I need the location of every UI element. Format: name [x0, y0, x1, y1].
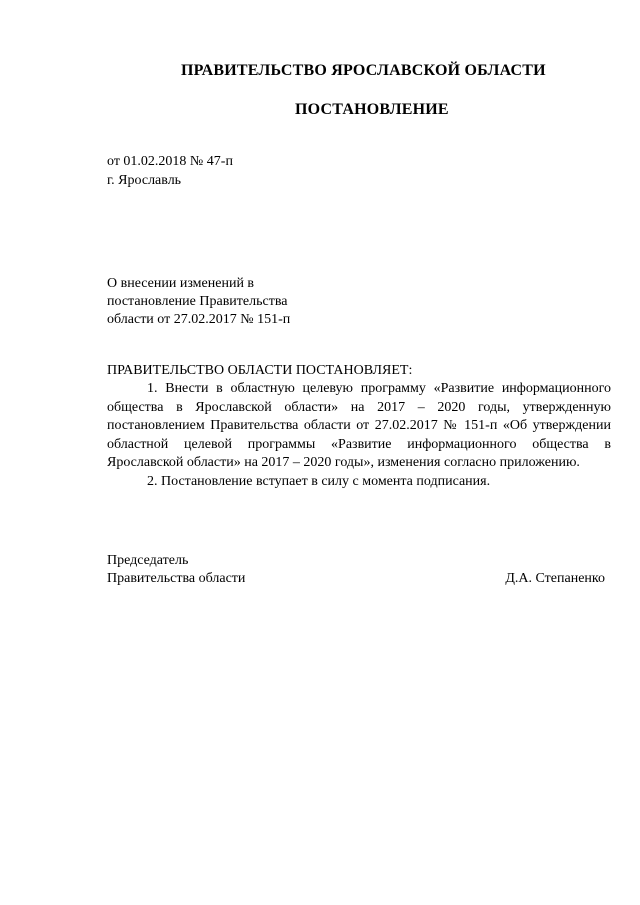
- decree-item-2: 2. Постановление вступает в силу с момента подписания.: [147, 473, 491, 489]
- date-number: от 01.02.2018 № 47-п: [107, 154, 233, 169]
- signatory-title-line-1: Председатель: [107, 553, 189, 568]
- decree-item-1: 1. Внести в областную целевую программу «Развитие информационного общества в Ярославской области» на 2017 – 2020 годы, утвержденную постановлением Правительства области от 27.02.2017 № 151-п «Об утверждении областной целевой программы «Развитие информационного общества в Ярославской области» на 2017 – 2020 годы», изменения согласно приложению.: [107, 381, 611, 470]
- subject-line-3: области от 27.02.2017 № 151-п: [107, 312, 291, 327]
- resolves-line: ПРАВИТЕЛЬСТВО ОБЛАСТИ ПОСТАНОВЛЯЕТ:: [107, 363, 413, 378]
- government-heading: ПРАВИТЕЛЬСТВО ЯРОСЛАВСКОЙ ОБЛАСТИ: [181, 62, 546, 79]
- document-type-heading: ПОСТАНОВЛЕНИЕ: [295, 101, 449, 118]
- subject-line-1: О внесении изменений в: [107, 276, 255, 291]
- city: г. Ярославль: [107, 173, 182, 188]
- signatory-name: Д.А. Степаненко: [505, 571, 605, 586]
- subject-line-2: постановление Правительства: [107, 294, 288, 309]
- decree-body: [107, 380, 611, 491]
- signatory-title-line-2: Правительства области: [107, 571, 246, 586]
